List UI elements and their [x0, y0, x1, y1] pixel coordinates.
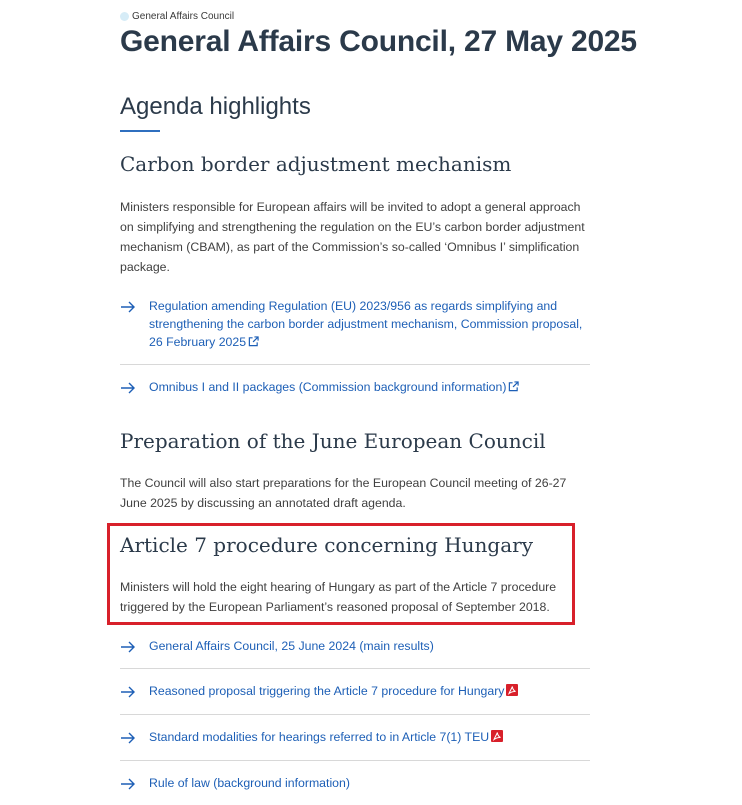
- link-rule-of-law[interactable]: [120, 774, 590, 792]
- arrow-right-icon: [120, 686, 136, 698]
- agenda-underline: [120, 130, 160, 132]
- section-body-article7: Ministers will hold the eight hearing of Hungary as part of the Article 7 procedure triggered by the European Parliament’s reasoned proposal of September 2018.: [120, 580, 557, 614]
- link-label[interactable]: Rule of law (background information): [149, 776, 350, 790]
- arrow-right-icon: [120, 778, 136, 790]
- link-label[interactable]: Reasoned proposal triggering the Article 7 procedure for Hungary: [149, 684, 505, 698]
- link-reasoned-proposal[interactable]: [120, 682, 590, 700]
- section-body-european-council: The Council will also start preparations for the European Council meeting of 26-27 June 2025 by discussing an annotated draft agenda.: [120, 476, 567, 510]
- section-body-cbam: Ministers responsible for European affairs will be invited to adopt a general approach on simplifying and strengthening the regulation on the EU’s carbon border adjustment mechanism (CBAM), as part of the Commission’s so-called ‘Omnibus I’ simplification package.: [120, 200, 585, 274]
- section-heading-cbam: Carbon border adjustment mechanism: [120, 152, 512, 176]
- link-cbam-regulation[interactable]: [120, 297, 590, 351]
- link-standard-modalities[interactable]: [120, 728, 590, 746]
- external-link-icon: [508, 381, 519, 392]
- arrow-right-icon: [120, 732, 136, 744]
- pdf-icon: [491, 730, 503, 742]
- breadcrumb-dot-icon: [120, 12, 129, 21]
- section-heading-article7: Article 7 procedure concerning Hungary: [120, 533, 534, 557]
- section-heading-european-council: Preparation of the June European Council: [120, 429, 546, 453]
- breadcrumb[interactable]: [120, 11, 234, 22]
- arrow-right-icon: [120, 301, 136, 313]
- link-divider: [120, 364, 590, 365]
- link-omnibus-packages[interactable]: [120, 378, 590, 396]
- link-label[interactable]: Omnibus I and II packages (Commission background information): [149, 380, 507, 394]
- arrow-right-icon: [120, 641, 136, 653]
- link-label[interactable]: Standard modalities for hearings referred to in Article 7(1) TEU: [149, 730, 490, 744]
- arrow-right-icon: [120, 382, 136, 394]
- agenda-heading: Agenda highlights: [120, 93, 311, 120]
- pdf-icon: [506, 684, 518, 696]
- breadcrumb-label[interactable]: General Affairs Council: [132, 11, 235, 22]
- link-divider: [120, 668, 590, 669]
- external-link-icon: [248, 336, 259, 347]
- link-divider: [120, 714, 590, 715]
- page-title: General Affairs Council, 27 May 2025: [120, 25, 637, 58]
- link-label[interactable]: Regulation amending Regulation (EU) 2023/956 as regards simplifying and strengthening the carbon border adjustment mechanism, Commission proposal, 26 February 2025: [149, 299, 583, 349]
- link-divider: [120, 760, 590, 761]
- highlight-box: [107, 523, 575, 625]
- link-label[interactable]: General Affairs Council, 25 June 2024 (main results): [149, 639, 434, 653]
- link-gac-june-2024[interactable]: [120, 637, 590, 655]
